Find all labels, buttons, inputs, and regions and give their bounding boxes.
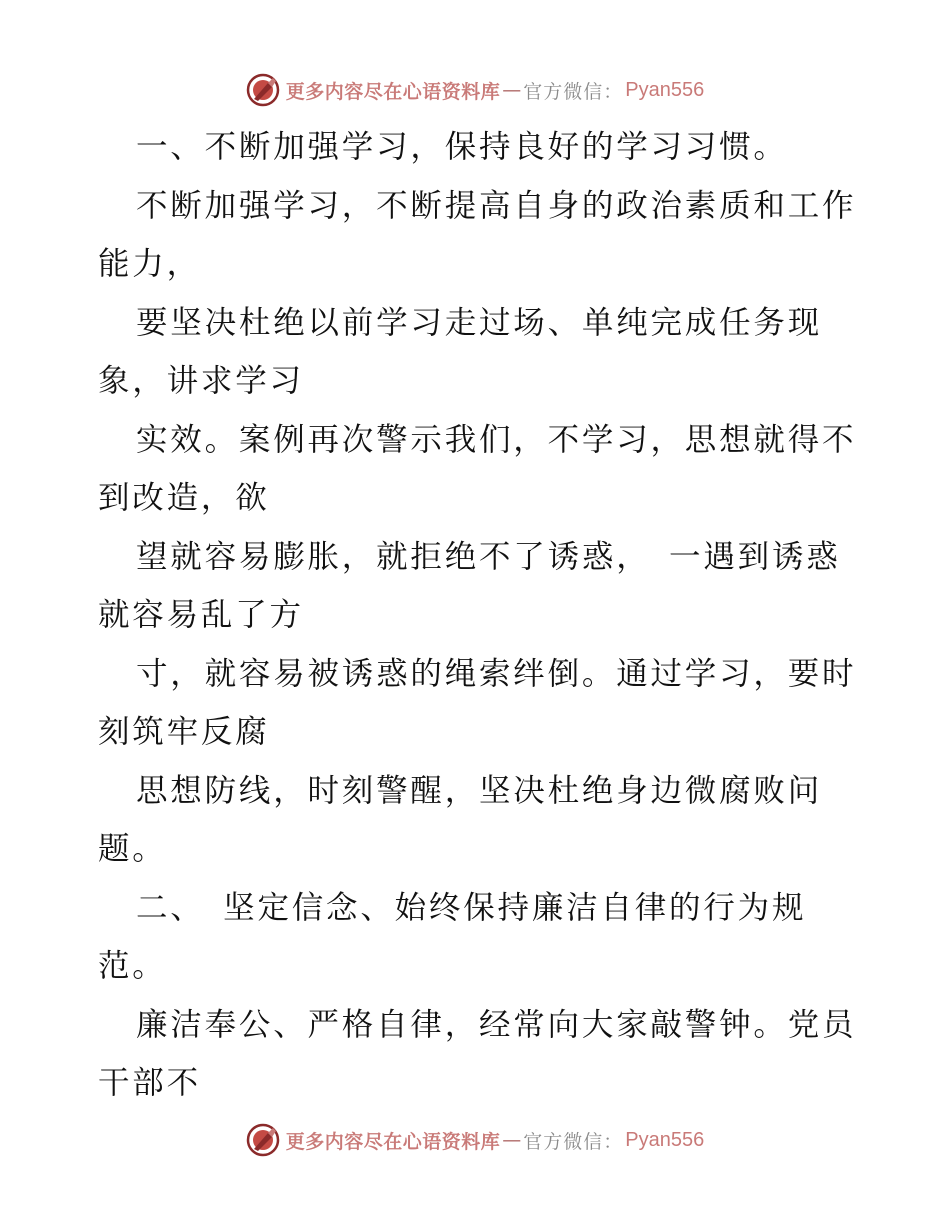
text-line: 要坚决杜绝以前学习走过场、单纯完成任务现 (136, 304, 823, 341)
text-line: 范。 (98, 948, 167, 984)
banner-brand-text: 更多内容尽在心语资料库 (285, 80, 501, 103)
text-line: 刻筑牢反腐 (98, 714, 270, 750)
text-line: 能力， (98, 246, 201, 282)
banner-wechat-label: 官方微信： (523, 1130, 624, 1153)
text-line: 实效。案例再次警示我们，不学习，思想就得不 (136, 421, 857, 458)
banner-wechat-id: Pyan556 (625, 78, 705, 101)
text-line: 二、 坚定信念、始终保持廉洁自律的行为规 (136, 889, 807, 926)
text-line: 题。 (98, 831, 167, 867)
body-text (98, 118, 858, 1113)
text-line: 不断加强学习，不断提高自身的政治素质和工作 (136, 187, 857, 224)
banner-brand-text: 更多内容尽在心语资料库 (285, 1130, 501, 1153)
pen-logo-icon (246, 73, 280, 107)
text-line: 思想防线，时刻警醒，坚决杜绝身边微腐败问 (136, 772, 823, 809)
text-line: 到改造，欲 (98, 480, 270, 516)
pen-logo-icon (246, 1123, 280, 1157)
text-line: 望就容易膨胀，就拒绝不了诱惑， 一遇到诱惑 (136, 538, 841, 575)
banner-dash: — (502, 79, 522, 101)
banner-wechat-label: 官方微信： (523, 80, 624, 103)
text-line: 一、不断加强学习，保持良好的学习习惯。 (136, 129, 788, 165)
text-line: 廉洁奉公、严格自律，经常向大家敲警钟。党员 (136, 1006, 857, 1043)
text-line: 干部不 (98, 1065, 201, 1101)
text-line: 寸，就容易被诱惑的绳索绊倒。通过学习，要时 (136, 655, 857, 692)
banner-dash: — (502, 1129, 522, 1151)
banner-wechat-id: Pyan556 (625, 1128, 705, 1151)
header-banner (0, 70, 950, 110)
text-line: 象，讲求学习 (98, 363, 304, 399)
footer-banner (0, 1120, 950, 1160)
text-line: 就容易乱了方 (98, 597, 304, 633)
